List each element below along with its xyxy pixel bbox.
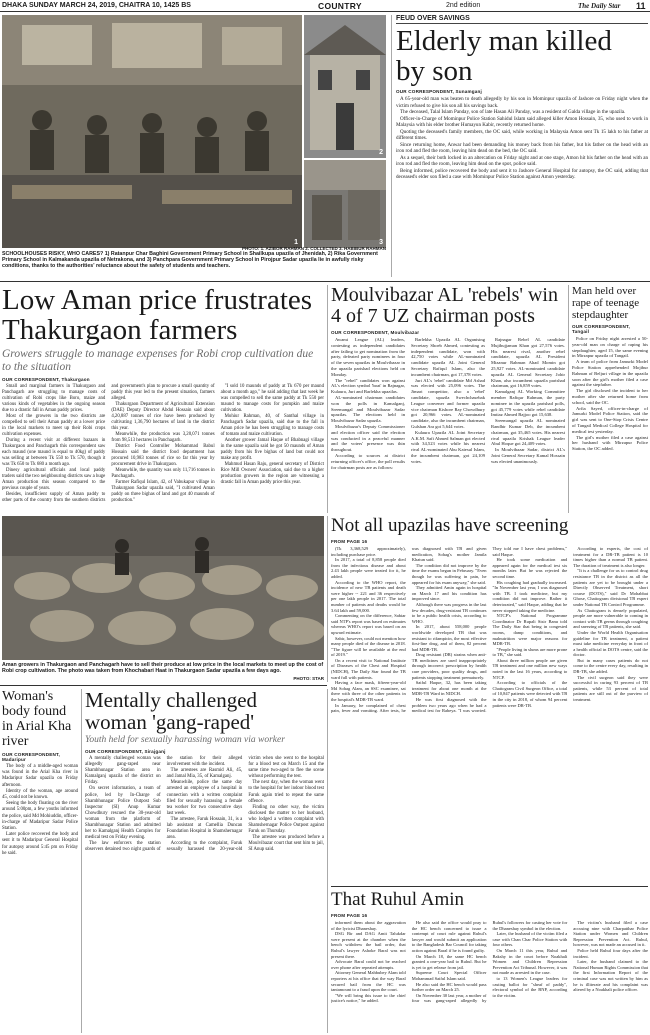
body-paragraph: According to the complaint, Faruk sexually harassed the 20-year-old victim when she went to the hospital for a blood test on March 15 and the same time two-aged to flee the scene without performing the test. — [166, 756, 324, 853]
section-divider — [0, 281, 650, 282]
article-headline: Man held over rape of teenage stepdaughter — [572, 285, 640, 321]
body-paragraph: He also said the HC bench would pass further order on March 25. — [411, 981, 487, 993]
body-paragraph: "People living in slums are more prone to TB," she said. — [492, 646, 568, 658]
article-headline: Not all upazilas have screening — [331, 516, 569, 536]
section-name: COUNTRY — [318, 1, 362, 11]
school-photo-2 — [304, 15, 386, 158]
body-paragraph: (Tk 3,368,529 approximately), including purchase price. — [331, 546, 406, 557]
article-headline: Moulvibazar AL 'rebels' win 4 of 7 UZ chairman posts — [331, 285, 558, 327]
body-paragraph: Commenting on the difference, Sabiar said NTP's report was based on estimates whereas WHO's report was based on an upward estimate. — [331, 613, 406, 635]
column-rule — [391, 15, 392, 277]
body-paragraph: Mohiur Rahman, 40, of Santhal village in Panchagarh Sadar upazila, said due to the fall in Aman price he has been struggling to manage costs of tomato and maize cultivation. — [220, 414, 324, 437]
body-paragraph: He took some medication and appeared again for the medical test six months later. But he was rejected the second time. — [492, 557, 568, 579]
body-paragraph: According to officials of the Chattogram Civil Surgeon Office, a total of 10,847 patients were detected with TB in the city in 2018, of whom 94 percent patients were DR-TB. — [492, 680, 568, 708]
article-byline: OUR CORRESPONDENT, Tangail — [572, 324, 630, 334]
body-paragraph: The civil surgeon said they were successful in curing 93 percent of TB patients, while 53 percent of total patients are still out of the purview of treatment. — [573, 674, 648, 703]
column-rule — [327, 516, 328, 682]
body-paragraph: Attorney General Mahbubey Alam told reporters at his office that the way Baral secured bail from the HC was tantamount to a fraud upon the court. — [331, 970, 406, 993]
body-paragraph: According to experts, the cost of treatment for a DR-TB patient is 10 times higher than a normal TB patient. The duration of treatment is also longer. — [573, 546, 648, 568]
body-paragraph: Another grower Jamal Haque of Bhabnagi village in the same upazila said he got 50 maunds of Aman paddy from his five bighas of land but could not make any profit. — [220, 438, 324, 461]
body-paragraph: He also said the office would pray to the HC bench concerned to issue a contempt of court rule against Ruhul's lawyer and would submit an application to the Bangladesh Bar Council for taking action against Baral if he is found guilty. — [411, 920, 487, 953]
body-paragraph: Mahmud Hasan Raju, general secretary of District Rice Mill Owners' Association, said due to a higher production growers in the region are witnessing a drastic fall in Aman paddy price this year. — [220, 462, 324, 485]
body-paragraph: Kulaura Upazila AL Joint Secretary A.K.M. Safi Ahmed Salman got elected with 34,523 votes while his nearest rival AL-nominated Abu Kaiesul Islam, the incumbent chairman, got 24,109 votes. — [411, 429, 485, 464]
article-byline: OUR CORRESPONDENT, Sirajganj — [85, 749, 166, 754]
article-body — [572, 336, 648, 452]
article-byline: FROM PAGE 16 — [331, 539, 368, 544]
paddy-photo-caption: Aman growers in Thakurgaon and Panchagarh have to sell their produce at low price in the local markets to meet up the cost of Robi crop cultivation. The photo was taken from Khochabari Haat in Thakurgaon Sadar upazila a few days ago. — [2, 662, 324, 675]
body-paragraph: Meanwhile, police the same day arrested an employee of a hospital in connection with a written complaint filed for sexually harassing a female tea worker for two consecutive days last week. — [166, 780, 243, 816]
body-paragraph: Being informed, police recovered the body and sent it to Jashore General Hospital for autopsy, the OC said, adding that deceased's elder son filed a case with Mominpur Police Station against Amon yesterday. — [396, 167, 648, 180]
body-paragraph: The next day, when the woman went to the hospital for her indoor blood test Faruk again tried to repeat the same offence. — [248, 780, 324, 804]
article-headline: Elderly man killed by son — [396, 25, 612, 87]
body-paragraph: Since returning home, Anwar had been demanding his money back from his father, but his father on the head with an iron rod and fled the room, leaving him dead on the bed, the OC said. — [396, 141, 648, 154]
damaged-room-illustration — [304, 160, 386, 248]
body-paragraph: NTCP's National Programme Coordinator Dr Rupali Sisir Banu told The Daily Star that being in congested rooms, damp conditions, and malnutrition were major reasons for MDR-TB. — [492, 613, 568, 647]
section-divider — [331, 886, 648, 887]
body-paragraph: According to sources at district returning officer's office, the poll results for chairman posts are as follows: — [331, 452, 405, 470]
body-paragraph: The girl disclosed the incident to her mother after she returned home from school, said the OC. — [572, 388, 648, 405]
body-paragraph: In 2017, about 558,000 people worldwide developed TB that was resistant to rifampicin, the most effective first-line drug, and of them, 82 percent had MDR-TB. — [411, 624, 487, 652]
body-paragraph: "It is a challenge for us to control drug resistance TB in the district as all the patients are yet to be brought under a Directly Observed Treatment, short course (DOTS)," said Dr Mohabbat Ghose, Chattogram divisional TB expert under National TB Control Programme. — [573, 568, 648, 607]
body-paragraph: DSG Bir and DAG Amit Talukdar were present at the chamber when the bench withdrew the bail order, that Ruhul's lawyer Ashoke Baral was not present there. — [331, 931, 406, 959]
body-paragraph: Dinesy agricultural officials and local paddy traders said the two neighbouring districts saw a huge Aman production this season compared to the previous couple of years. — [2, 468, 106, 491]
article-byline: OUR CORRESPONDENT, Moulvibazar — [331, 330, 420, 335]
body-paragraph: As a sequel, their both locked in an altercation on Friday night and at one stage, Amon hit his father on the head with an iron rod and fled the room, leaving him dead on the spot, police said. — [396, 154, 648, 167]
body-paragraph: Sreemangal upazila AL nominated Randhir Kumar Deb, the incumbent chairman, got 35,465 votes. His nearest rival upazila Krishak League leader Abul Hoque got 24,409 votes. — [491, 418, 565, 447]
body-paragraph: Although there was progress in the last few decades, drug-resistant TB continues to be a public health crisis, according to WHO. — [411, 601, 487, 624]
body-paragraph: On secret information, a team of police, led by In-Charge of Shambhunagar Police Outpost Sub Inspector (SI) Anup Kumar Chowdhury rescued the 30-year-old woman from the platform of Shambhunagar Station and admitted her to Kamalganj Health Complex for medical test on Friday evening. — [85, 786, 161, 841]
moulvibazar-article — [331, 285, 565, 513]
body-paragraph: The condition did not improve by the time the exams began in February. "Even though he was suffering in pain, he appeared for his exam anyway," she said. — [411, 562, 487, 585]
body-paragraph: Police held Ruhul four days after the incident. — [573, 947, 648, 959]
body-paragraph: "I sold 10 maunds of paddy at Tk 670 per maund about a month ago," he said adding that last week he was compelled to sell the same paddy at Tk 550 per maund to manage costs for pumpkin and maize cultivation. — [220, 384, 324, 413]
body-paragraph: On March 18, the same HC bench granted a one-year bail to Ruhul. But he is yet to get release from jail. — [411, 953, 487, 970]
school-building-illustration — [304, 15, 386, 158]
body-paragraph: In January, he complained of chest pain, fever and vomiting. After tests, he was diagnosed with TB and given medication, Sohag's mother Jamila Khatun said. — [331, 546, 487, 714]
paddy-photo-credit: PHOTO: STAR — [293, 676, 324, 681]
article-body — [85, 756, 324, 1031]
body-paragraph: About three million people are given TB treatment and one million new ways noted in the last 16 years, according to NTCP. — [492, 657, 568, 680]
body-paragraph: Seeing the body floating on the river around 5:00pm, a few youths informed the police, said Md Mohiuddin, officer-in-charge of Madaripur Sadar Police Station. — [2, 801, 78, 832]
body-paragraph: They admitted Amin again in hospital on March 17 and his condition has improved since. — [411, 585, 487, 602]
body-paragraph: "We will bring this issue to the chief justice's notice," he added. — [331, 992, 406, 1004]
article-deck: Youth held for sexually harassing woman via worker — [85, 735, 285, 745]
body-paragraph: On a recent visit to National Institute of Diseases of the Chest and Hospital (NIDCH), The Daily Star found the TB ward full with patients. — [331, 657, 406, 680]
article-headline: Mentally challenged woman 'gang-raped' — [85, 689, 258, 734]
body-paragraph: But in many cases patients do not come to the centre every day, resulting in DR-TB, she added. — [573, 657, 648, 675]
body-paragraph: Police on Friday night arrested a 50-year-old man on charge of raping his stepdaughter, aged 15, the same evening in Mirzapur upazila of Tangail. — [572, 336, 648, 359]
body-paragraph: Supreme Court Special Officer Mohammad Saiful Islam said. — [411, 970, 487, 981]
elderly-article — [396, 15, 648, 277]
body-paragraph: The girl's mother filed a case against her husband with Mirzapur Police Station, the OC added. — [572, 434, 648, 452]
body-paragraph: A team of police from Jamurki Model Police Station apprehended Mojibur Rahman of Beljuri village in the upazila soon after the girl's mother filed a case against the stepfather. — [572, 359, 648, 388]
article-deck: Growers struggle to manage expenses for Robi crop cultivation due to the situation — [2, 348, 314, 373]
article-body — [331, 337, 565, 513]
body-paragraph: Kamalganj AL Working Committee member Rafiqur Rahman, the party nominee in the upazila parishad polls, got 45,779 votes while rebel candidate Imtiaz Ahmed Bajjoo got 15,638. — [491, 389, 565, 418]
body-paragraph: AL-nominated chairman candidates won the polls in Kamalganj, Sreemangal and Moulvibazar Sadar upazilas. The elections held in Moulvibazar Sadar upazila. — [331, 394, 405, 424]
column-rule — [327, 689, 328, 1033]
column-rule — [81, 689, 82, 1033]
body-paragraph: The victim's husband filed a case accusing nine with Charpatthar Police Station under Women and Children Repression Prevention Act. Ruhul, however, was not made an accused in it. — [573, 920, 648, 948]
article-body — [2, 764, 78, 857]
body-paragraph: Meanwhile, the quantity was only 11,716 tonnes in Panchagarh. — [111, 468, 215, 479]
body-paragraph: Most of the growers in the two districts are compelled to sell their Aman paddy at a lower price in the local markets to meet up their Robi crops cultivation expenses. — [2, 414, 106, 437]
ruhul-article — [331, 890, 648, 1033]
photo-label-2: 2 — [379, 149, 383, 156]
paddy-market-photo — [2, 516, 324, 660]
photo-label-3: 3 — [379, 239, 383, 246]
body-paragraph: Farmer Rafiqul Islam, 42, of Vabukapur village in Thakurgaon Sadar upazila said, "I cultivated Aman paddy on three bighas of land and got 40 maunds of production." — [111, 480, 215, 503]
body-paragraph: The body of a middle-aged woman was found in the Arial Kha river in Madaripur Sadar upazila on Friday afternoon. — [2, 764, 78, 788]
aman-article — [2, 285, 324, 513]
body-paragraph: The deceased, Talal Islam Panday, son of late Hasan Ali Panday, was a resident of Galda village in the upazila. — [400, 109, 626, 115]
paper-logo: The Daily Star — [578, 2, 621, 10]
body-paragraph: In Moulvibazar Sadar, district AL's Joint General Secretary Kamal Hossain was elected unanimously. — [491, 447, 565, 464]
arial-article — [2, 689, 78, 1033]
classroom-illustration — [2, 15, 302, 248]
body-paragraph: Finding no other way, the victim disclosed the matter to her husband, who lodged a written complaint with Shamshernagar Police Outpost against Faruk on Thursday. — [248, 804, 324, 835]
top-photo-caption: SCHOOLHOUSES RISKY, WHO CARES? 1) Ratanpur Char Baghini Government Primary School in Shailkupa upazila of Jhenidah, 2) Rika Government Primary School in Kalmakanda upazila of Netrakona, and 3) Panchpara Government Primary School in Pirojpur Sadar upazila lie in awfully risky conditions, thanks to the authorities' reluctance about the safety of students and teachers. — [2, 251, 378, 270]
body-paragraph: On November 30 last year, a mother of four was gang-raped allegedly by Ruhul's followers for casting her vote for the Dhaneshay symbol in the election. — [411, 920, 568, 1004]
article-headline: Low Aman price frustrates Thakurgaon farmers — [2, 285, 313, 346]
body-paragraph: Besides, insufficient supply of Aman paddy to other parts of the country from the southern districts and government's plan to procure a small quantity of paddy this year led to the present situation, farmers alleged. — [2, 384, 215, 503]
body-paragraph: Officer-in-Charge of Mominpur Police Station Sahidul Islam said alleged killer Amon Hossain, 35, who used to work in Malaysia with his elder brother Humayun Kabir, recently returned home. — [396, 115, 648, 128]
body-paragraph: Juri AL's 'rebel' candidate Md Ashad was elected with 25,096 votes. The Jimari competitor, also a 'rebel' candidate, upazila Swechchasebak League convener and former upazila vice chairman Kishore Ray Chowdhury got 20,966 votes. AL-nominated candidate, also the incumbent chairman, Gulshan Ara got 5,644 votes. — [411, 377, 485, 429]
dateline: DHAKA SUNDAY MARCH 24, 2019, CHAITRA 10, 1425 BS — [2, 2, 191, 9]
body-paragraph: Barlekha Upazila AL Organising Secretary Shoeb Ahmed, contesting as independent candidate, won with 42,750 votes while AL-nominated candidate upazila AL Joint General Secretary Rafiqul Islam, also the incumbent chairman, got 17,378 votes. — [411, 337, 485, 377]
body-paragraph: Sabir, however, could not mention how many people died of the disease in 2018. "The figure will be available at the end of 2019." — [331, 635, 406, 658]
body-paragraph: Having a face mask, fifteen-year-old Md Sohag Alam, an SSC examinee, sat there with three of the other patients in the hospital's MDR-TB ward. — [331, 680, 406, 703]
column-rule — [327, 285, 328, 513]
body-paragraph: District Food Controller Mohammad Babul Hossain said the district food department has procured 10,983 tonnes of rice so far this year by procurement drive in Thakurgaon. — [111, 444, 215, 467]
column-rule — [568, 285, 569, 513]
article-body — [331, 920, 648, 1032]
gangrape-article — [85, 689, 324, 1033]
body-paragraph: A mentally challenged woman was allegedly gang-raped near Shambhunagar Station area in Kamalganj upazila of the district on Friday. — [85, 756, 161, 786]
body-paragraph: Under the World Health Organisation guideline for TB treatment, a patient must take medicine everyday in front of a health official in DOTS centre, said the doctor. — [573, 629, 648, 658]
tb-article — [331, 516, 648, 884]
body-paragraph: Quoting the deceased's family members, the OC said, while working in Malaysia Amon sent Tk 15 lakh to his father at different times. — [396, 128, 648, 141]
body-paragraph: to 13 Women's League leaders for casting ballot for "sheaf of paddy", electoral symbol of the BNP, according to the victim. — [492, 975, 568, 998]
page-folio — [0, 0, 650, 12]
article-byline: OUR CORRESPONDENT, Thakurgaon — [2, 377, 90, 382]
article-byline: FROM PAGE 16 — [331, 913, 368, 918]
body-paragraph: Awami League (AL) leaders, contesting as independent candidates after failing to get nomination from the party, defeated party nominees in four of the seven upazilas in Moulvibazar in the upazila parishad elections held on Monday. — [331, 337, 405, 377]
article-headline: That Ruhul Amin — [331, 890, 464, 910]
body-paragraph: Small and marginal farmers in Thakurgaon and Panchagarh are struggling to manage costs of cultivation of Robi crops like Boro, maize and various kinds of vegetables in the ongoing season due to a drastic fall in Aman paddy prices. — [2, 384, 106, 413]
body-paragraph: The arrestee, Faruk Hossain, 31, is a lab assistant at Camellia Duncan Foundation Hospital in Shamshernagar area. — [166, 816, 243, 841]
body-paragraph: Meanwhile, the production was 3,20,071 tonnes from 98,513 hectares in Panchagarh. — [111, 432, 215, 443]
body-paragraph: A 65-year-old man was beaten to death allegedly by his son in Mominpur upazila of Jashore on Friday night when the victim refused to give his son all his savings back. — [396, 96, 648, 109]
body-paragraph: According to the WHO report, the incidence of new TB patients and death were higher -- 221 and 36 respectively per one lakh people in 2017. The total number of patients and deaths would be 3.64 lakh and 59,000. — [331, 579, 406, 613]
body-paragraph: Rajnagar Rebel AL candidate Mujibujjaman Khan got 27,576 votes. His nearest rival, another rebel candidate, upazila AL President Mizanur Rahman Ahad Momin got 25,927 votes. AL-nominated candidate upazila AL General Secretary Johir Khan, also incumbent upazila parishad chairman, got 16,859 votes. — [491, 337, 565, 389]
body-paragraph: During a recent visit at different bazaars in Thakurgaon and Panchagarh this correspondent saw each maund (one maund is equal to 40kg) of paddy was selling at between Tk 550 to Tk 570, though it was Tk 650 to Tk 680 a month ago. — [2, 438, 106, 467]
body-paragraph: Moulvibazar's Deputy Commissioner and election officer said the election was conducted in a peaceful manner and the voters' presence was thin throughout. — [331, 423, 405, 453]
article-byline: OUR CORRESPONDENT, Sunamganj — [396, 89, 482, 94]
body-paragraph: He was first diagnosed with the problem two years ago when he had a medical test for Rabeya. "I was worried. They told me I have chest problems," said Haque. — [411, 546, 568, 714]
market-illustration — [2, 516, 324, 660]
manheld-article — [572, 285, 648, 513]
body-paragraph: Saiful Haque, 32, has been taking treatment for about one month at the MDR-TB Ward in NIDCH. — [411, 680, 487, 697]
body-paragraph: informed them about the aggravation of the lyricist Dhaneshay. — [331, 920, 406, 931]
body-paragraph: Later police recovered the body and sent it to Madaripur General Hospital for autopsy around 5:45 pm on Friday he said. — [2, 832, 78, 856]
body-paragraph: The arrestee was produced before a Moulvibazar court that sent him to jail, SI Anup said. — [248, 835, 324, 853]
body-paragraph: As Chattogram is densely populated, people are more vulnerable to coming in contact with TB germs through coughing and sneezing of TB patients, she said. — [573, 607, 648, 630]
body-paragraph: Identity of the woman, age around 45, could not be known. — [2, 788, 78, 801]
body-paragraph: His coughing had gradually increased. "In November last year, I was diagnosed with TB. I took medicine, but my condition did not improve. Rather it deteriorated," said Haque, adding that he never stopped taking the medicine. — [492, 579, 568, 613]
body-paragraph: The law enforcers the station observers detained two night guards of the station for their alleged involvement with the incident. — [85, 756, 243, 853]
body-paragraph: The arrestees are Rasmid Ali, 45, and Jamal Mia, 35, of Kamalganj. — [166, 768, 243, 780]
body-paragraph: Later, the husband of the victim filed a case with Chan Char Police Station with four others. — [492, 931, 568, 948]
body-paragraph: The "rebel" candidates won against AL's election symbol 'boat' in Rajnagar, Kulaura, Juri and Barlekha upazilas. — [331, 377, 405, 395]
body-paragraph: On March 11 this year, Ruhul and Bakshy in the court before Noakhali Women and Children Repression Prevention Act Tribunal. However, it was not made as arrested in the case. — [492, 947, 568, 976]
body-paragraph: Later, the husband claimed to the National Human Rights Commission that the first Information Report of the criminal case was not written by him as he is illiterate and his complaint was altered by a Noakhali police officer. — [573, 959, 648, 993]
body-paragraph: Thakurgaon Department of Agricultural Extension (DAE) Deputy Director Abdul Hossain said about 4,20,887 tonnes of rice have been produced by cultivating 1,36,790 hectares of land in the district this year. — [111, 402, 215, 431]
article-byline: OUR CORRESPONDENT, Madaripur — [2, 752, 60, 762]
body-paragraph: Arfia Sayed, officer-in-charge of Jamurki Model Police Station, said the girl was sent to One-Stop Crisis Centre of Tangail Medical College Hospital for medical test yesterday. — [572, 405, 648, 434]
page-number: 11 — [636, 1, 646, 11]
article-kicker: FEUD OVER SAVINGS — [396, 15, 648, 24]
article-headline: Woman's body found in Arial Kha river — [2, 689, 72, 749]
top-photo-credit: PHOTO: 1. AZIBOR RAHMAN 2. COLLECTED 3. HABIBUR RAHMAN — [241, 246, 386, 251]
edition-label: 2nd edition — [446, 2, 481, 9]
school-photo-3 — [304, 160, 386, 248]
photo-label-1: 1 — [294, 239, 298, 246]
article-body — [2, 384, 324, 513]
article-body — [396, 96, 648, 181]
section-divider — [0, 685, 327, 686]
article-body — [331, 546, 648, 881]
body-paragraph: In 2017, a total of 8,858 people died from the infectious disease and about 2.43 lakh people were treated for it, he added. — [331, 557, 406, 579]
body-paragraph: Drug resistant (DR) strains when anti-TB medicines are used inappropriately through incorrect prescription by health care providers, poor quality drugs, and patients stopping treatment prematurely. — [411, 652, 487, 680]
school-photo-1 — [2, 15, 302, 248]
body-paragraph: Advocate Baral could not be reached over phone after repeated attempts. — [331, 959, 406, 970]
